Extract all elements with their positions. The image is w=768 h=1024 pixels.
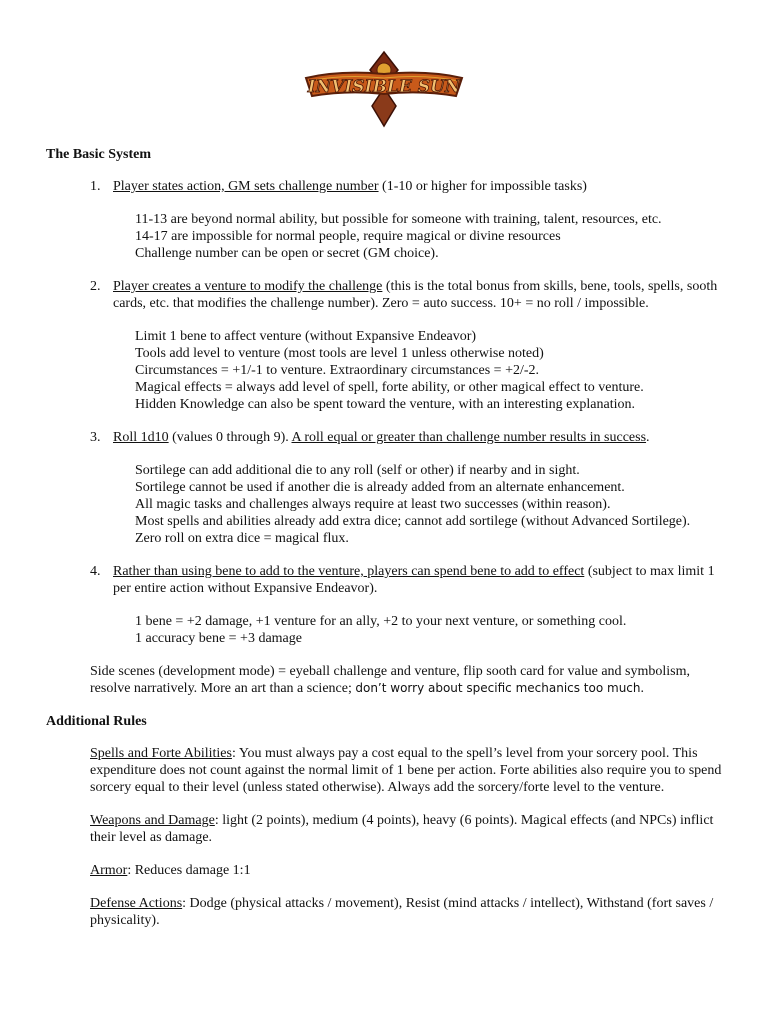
- step-1-notes: [46, 211, 722, 262]
- step-text: (this is the total bonus from skills, bene, tools, spells, sooth cards, etc. that modifies the challenge number). Zero = auto success. 10+ = no roll / impossible.: [113, 279, 718, 311]
- rule-term: Defense Actions: [90, 896, 183, 911]
- step-2: [46, 278, 722, 312]
- side-scenes-end: .: [640, 681, 645, 696]
- note-line: Circumstances = +1/-1 to venture. Extraordinary circumstances = +2/-2.: [135, 363, 540, 378]
- step-number: 1.: [90, 179, 101, 194]
- rule-text: : light (2 points), medium (4 points), heavy (6 points). Magical effects (and NPCs) inflict their level as damage.: [90, 813, 714, 845]
- rule-term: Spells and Forte Abilities: [90, 746, 232, 761]
- rule-term: Armor: [90, 863, 128, 878]
- step-heading: Player states action, GM sets challenge number: [113, 179, 379, 194]
- step-4-notes: [46, 613, 722, 647]
- step-4: [46, 563, 722, 597]
- note-line: Challenge number can be open or secret (GM choice).: [135, 246, 439, 261]
- rule-weapons-damage: [46, 812, 722, 846]
- section-title-additional-rules: Additional Rules: [46, 714, 147, 729]
- logo-text: INVISIBLE SUN: [307, 77, 461, 97]
- rule-text: : Dodge (physical attacks / movement), Resist (mind attacks / intellect), Withstand (fort saves / physicality).: [90, 896, 714, 928]
- note-line: All magic tasks and challenges always require at least two successes (within reason).: [135, 497, 611, 512]
- note-line: Sortilege can add additional die to any roll (self or other) if nearby and in sight.: [135, 463, 580, 478]
- step-text: (1-10 or higher for impossible tasks): [378, 179, 587, 194]
- step-3: [46, 429, 722, 446]
- step-text-end: .: [646, 430, 650, 445]
- step-text: (subject to max limit 1 per entire action without Expansive Endeavor).: [113, 564, 715, 596]
- note-line: 11-13 are beyond normal ability, but possible for someone with training, talent, resources, etc.: [135, 212, 662, 227]
- rule-text: : Reduces damage 1:1: [127, 863, 251, 878]
- step-heading: Rather than using bene to add to the venture, players can spend bene to add to effect: [113, 564, 585, 579]
- note-line: Limit 1 bene to affect venture (without Expansive Endeavor): [135, 329, 477, 344]
- step-number: 3.: [90, 430, 101, 445]
- note-line: Magical effects = always add level of spell, forte ability, or other magical effect to venture.: [135, 380, 644, 395]
- step-heading: Player creates a venture to modify the challenge: [113, 279, 383, 294]
- note-line: 1 accuracy bene = +3 damage: [135, 631, 302, 646]
- rule-defense-actions: [46, 895, 722, 929]
- note-line: 1 bene = +2 damage, +1 venture for an ally, +2 to your next venture, or something cool.: [135, 614, 627, 629]
- step-heading-2: A roll equal or greater than challenge number results in success: [291, 430, 647, 445]
- step-number: 2.: [90, 279, 101, 294]
- note-line: 14-17 are impossible for normal people, require magical or divine resources: [135, 229, 561, 244]
- side-scenes-sans-text: don’t worry about specific mechanics too much: [355, 681, 641, 695]
- note-line: Most spells and abilities already add extra dice; cannot add sortilege (without Advanced Sortilege).: [135, 514, 691, 529]
- note-line: Tools add level to venture (most tools are level 1 unless otherwise noted): [135, 346, 544, 361]
- rule-term: Weapons and Damage: [90, 813, 215, 828]
- step-1: [46, 178, 722, 195]
- side-scenes-text: Side scenes (development mode) = eyeball challenge and venture, flip sooth card for value and symbolism, resolve narratively. More an art than a science;: [90, 664, 690, 696]
- note-line: Sortilege cannot be used if another die is already added from an alternate enhancement.: [135, 480, 625, 495]
- step-2-notes: [46, 328, 722, 413]
- note-line: Zero roll on extra dice = magical flux.: [135, 531, 349, 546]
- step-text: (values 0 through 9).: [168, 430, 292, 445]
- rule-spells-forte: [46, 745, 722, 796]
- side-scenes-paragraph: [46, 663, 722, 697]
- rule-armor: [46, 862, 722, 879]
- step-3-notes: [46, 462, 722, 547]
- invisible-sun-logo: [300, 48, 468, 130]
- step-number: 4.: [90, 564, 101, 579]
- note-line: Hidden Knowledge can also be spent toward the venture, with an interesting explanation.: [135, 397, 635, 412]
- rule-text: : You must always pay a cost equal to the spell’s level from your sorcery pool. This expenditure does not count against the normal limit of 1 bene per action. Forte abilities also require you to spend sorcery equal to their level (unless stated otherwise). Always add the sorcery/forte level to the venture.: [90, 746, 722, 795]
- document-body: [46, 146, 722, 945]
- section-title-basic-system: The Basic System: [46, 147, 151, 162]
- step-heading: Roll 1d10: [113, 430, 169, 445]
